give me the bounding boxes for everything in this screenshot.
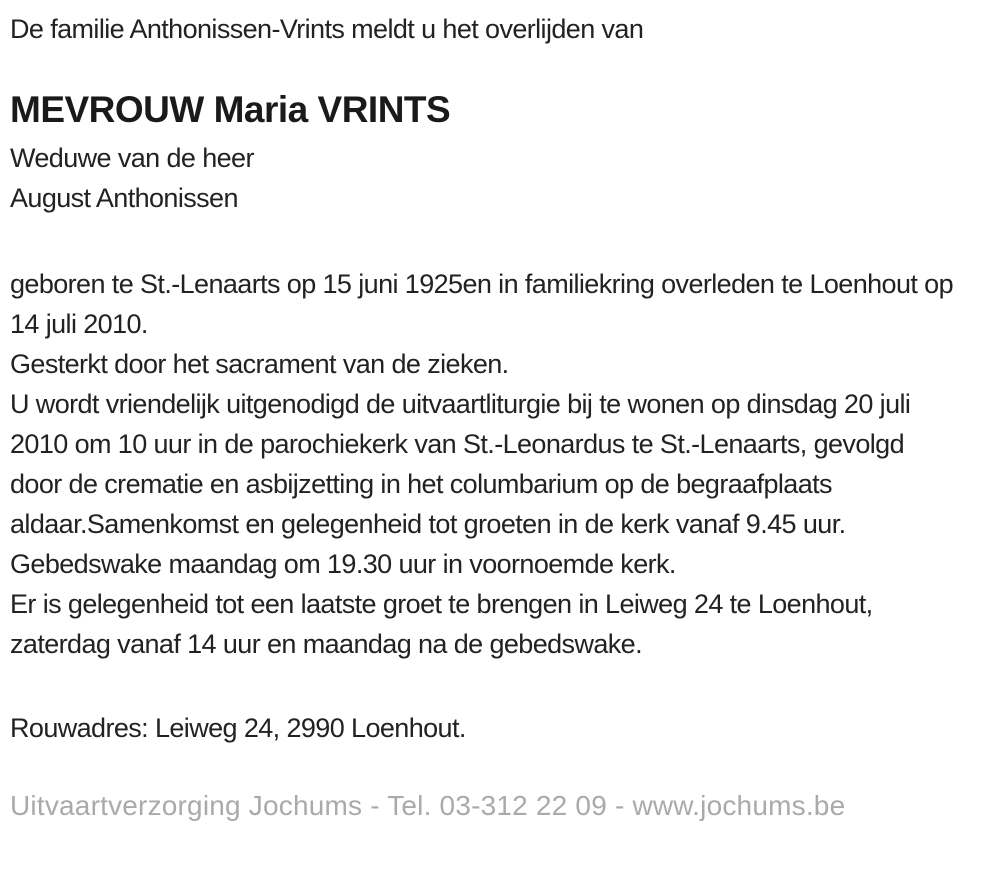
announcement-intro: De familie Anthonissen-Vrints meldt u het overlijden van (10, 14, 644, 44)
relation-line-widow: Weduwe van de heer (10, 143, 254, 173)
funeral-home-footer: Uitvaartverzorging Jochums - Tel. 03-312 22 09 - www.jochums.be (10, 790, 846, 821)
announcement-body (10, 264, 962, 664)
body-sentence-last-greeting: Er is gelegenheid tot een laatste groet te brengen in Leiweg 24 te Loenhout, zaterdag vanaf 14 uur en maandag na de gebedswake. (10, 589, 873, 659)
body-sentence-born-died: geboren te St.-Lenaarts op 15 juni 1925en in familiekring overleden te Loenhout op 14 juli 2010. (10, 269, 953, 339)
relation-block (10, 138, 986, 218)
relation-line-spouse-name: August Anthonissen (10, 183, 238, 213)
deceased-name-title: MEVROUW Maria VRINTS (10, 89, 451, 130)
body-sentence-prayer-vigil: Gebedswake maandag om 19.30 uur in voornoemde kerk. (10, 549, 676, 579)
mourning-address: Rouwadres: Leiweg 24, 2990 Loenhout. (10, 713, 466, 743)
body-sentence-funeral-service: U wordt vriendelijk uitgenodigd de uitvaartliturgie bij te wonen op dinsdag 20 juli 2010 om 10 uur in de parochiekerk van St.-Leonardus te St.-Lenaarts, gevolgd door de crematie en asbijzetting in het columbarium op de begraafplaats aldaar.Samenkomst en gelegenheid tot groeten in de kerk vanaf 9.45 uur. (10, 389, 911, 539)
body-sentence-sacrament: Gesterkt door het sacrament van de zieken. (10, 349, 509, 379)
